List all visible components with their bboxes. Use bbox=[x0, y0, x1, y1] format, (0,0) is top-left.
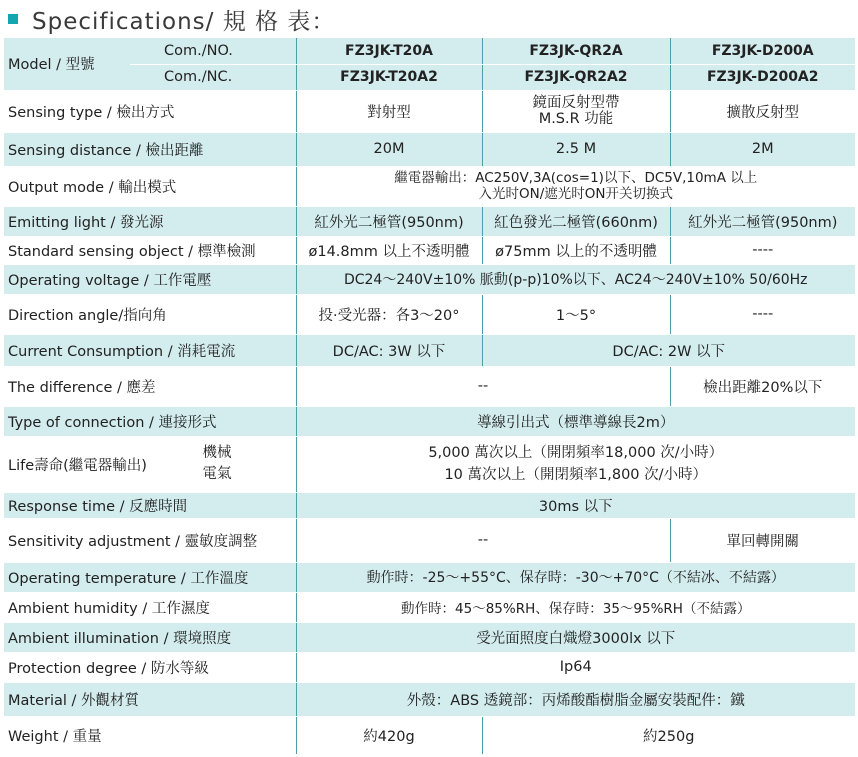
row-standard-object bbox=[4, 236, 855, 264]
row-label: Direction angle/指向角 bbox=[4, 294, 296, 334]
cell-value: 紅外光二極管(950nm) bbox=[296, 206, 482, 236]
row-label: Type of connection / 連接形式 bbox=[4, 406, 296, 436]
bullet-square-icon bbox=[8, 14, 18, 24]
model-1-no: FZ3JK-T20A bbox=[296, 38, 482, 64]
cell-value: ø14.8mm 以上不透明體 bbox=[296, 236, 482, 264]
row-connection bbox=[4, 406, 855, 436]
life-mech-label: 機械 bbox=[202, 445, 232, 461]
cell-value: 投·受光器：各3～20° bbox=[296, 294, 482, 334]
row-label bbox=[4, 436, 296, 492]
row-label: Ambient humidity / 工作濕度 bbox=[4, 592, 296, 622]
cell-value bbox=[482, 90, 670, 132]
cell-value-line: 鏡面反射型帶 bbox=[532, 95, 620, 111]
row-label: The difference / 應差 bbox=[4, 366, 296, 406]
row-label: Material / 外觀材質 bbox=[4, 682, 296, 716]
row-material bbox=[4, 682, 855, 716]
model-1-nc: FZ3JK-T20A2 bbox=[296, 64, 482, 90]
cell-value: 紅色發光二極管(660nm) bbox=[482, 206, 670, 236]
cell-value: DC/AC: 3W 以下 bbox=[296, 334, 482, 366]
cell-value: -- bbox=[296, 518, 670, 562]
row-ambient-illumination bbox=[4, 622, 855, 652]
cell-value: 擴散反射型 bbox=[670, 90, 855, 132]
cell-value: 動作時：45～85%RH、保存時：35～95%RH（不結露） bbox=[296, 592, 855, 622]
cell-value: 對射型 bbox=[296, 90, 482, 132]
model-2-no: FZ3JK-QR2A bbox=[482, 38, 670, 64]
cell-value: ø75mm 以上的不透明體 bbox=[482, 236, 670, 264]
row-weight bbox=[4, 716, 855, 754]
row-emitting-light bbox=[4, 206, 855, 236]
row-sensing-distance bbox=[4, 132, 855, 166]
life-label: Life壽命(繼電器輸出) bbox=[8, 457, 147, 474]
com-nc-label: Com./NC. bbox=[130, 64, 296, 90]
row-operating-voltage bbox=[4, 264, 855, 294]
cell-value: DC/AC: 2W 以下 bbox=[482, 334, 855, 366]
spec-table bbox=[4, 38, 855, 755]
cell-value: DC24～240V±10% 脈動(p-p)10%以下、AC24～240V±10% 50/60Hz bbox=[296, 264, 855, 294]
row-label: Current Consumption / 消耗電流 bbox=[4, 334, 296, 366]
cell-value: 檢出距離20%以下 bbox=[670, 366, 855, 406]
row-label: Sensing type / 檢出方式 bbox=[4, 90, 296, 132]
cell-value: 約420g bbox=[296, 716, 482, 754]
header-row-no bbox=[4, 38, 855, 64]
row-output-mode bbox=[4, 166, 855, 206]
row-label: Emitting light / 發光源 bbox=[4, 206, 296, 236]
cell-value-line: 入光时ON/遮光时ON开关切换式 bbox=[478, 186, 673, 202]
life-elec-value: 10 萬次以上（開閉頻率1,800 次/小時） bbox=[444, 467, 708, 483]
row-ambient-humidity bbox=[4, 592, 855, 622]
row-label: Sensitivity adjustment / 靈敏度調整 bbox=[4, 518, 296, 562]
model-label: Model / 型號 bbox=[4, 38, 130, 90]
cell-value-line: M.S.R 功能 bbox=[538, 111, 614, 127]
cell-value: ---- bbox=[670, 294, 855, 334]
row-sensing-type bbox=[4, 90, 855, 132]
cell-value: ---- bbox=[670, 236, 855, 264]
row-sensitivity bbox=[4, 518, 855, 562]
cell-value: 動作時：-25～+55°C、保存時：-30～+70°C（不結冰、不結露） bbox=[296, 562, 855, 592]
row-label: Output mode / 輸出模式 bbox=[4, 166, 296, 206]
section-title: Specifications/ 規 格 表： bbox=[32, 8, 336, 35]
row-difference bbox=[4, 366, 855, 406]
row-label: Operating temperature / 工作溫度 bbox=[4, 562, 296, 592]
cell-value: 30ms 以下 bbox=[296, 492, 855, 518]
model-2-nc: FZ3JK-QR2A2 bbox=[482, 64, 670, 90]
row-label: Weight / 重量 bbox=[4, 716, 296, 754]
row-label: Operating voltage / 工作電壓 bbox=[4, 264, 296, 294]
cell-value: 2M bbox=[670, 132, 855, 166]
life-mech-value: 5,000 萬次以上（開閉頻率18,000 次/小時） bbox=[428, 445, 724, 461]
row-label: Sensing distance / 檢出距離 bbox=[4, 132, 296, 166]
row-operating-temp bbox=[4, 562, 855, 592]
model-3-nc: FZ3JK-D200A2 bbox=[670, 64, 855, 90]
cell-value: 受光面照度白熾燈3000lx 以下 bbox=[296, 622, 855, 652]
section-title-wrap bbox=[6, 4, 335, 34]
cell-value: 單回轉開關 bbox=[670, 518, 855, 562]
cell-value: 導線引出式（標準導線長2m） bbox=[296, 406, 855, 436]
row-direction-angle bbox=[4, 294, 855, 334]
row-protection bbox=[4, 652, 855, 682]
cell-value-line: 繼電器輸出：AC250V,3A(cos=1)以下、DC5V,10mA 以上 bbox=[394, 170, 758, 186]
model-3-no: FZ3JK-D200A bbox=[670, 38, 855, 64]
cell-value: 紅外光二極管(950nm) bbox=[670, 206, 855, 236]
row-label: Protection degree / 防水等級 bbox=[4, 652, 296, 682]
row-label: Standard sensing object / 標準檢測 bbox=[4, 236, 296, 264]
cell-value: Ip64 bbox=[296, 652, 855, 682]
life-label-wrap bbox=[8, 443, 292, 485]
row-label: Ambient illumination / 環境照度 bbox=[4, 622, 296, 652]
cell-value bbox=[296, 166, 855, 206]
header-row-nc bbox=[4, 64, 855, 90]
row-current-consumption bbox=[4, 334, 855, 366]
cell-value bbox=[296, 436, 855, 492]
cell-value: -- bbox=[296, 366, 670, 406]
life-elec-label: 電氣 bbox=[202, 466, 232, 482]
life-sub-labels bbox=[203, 443, 232, 485]
row-life bbox=[4, 436, 855, 492]
cell-value: 約250g bbox=[482, 716, 855, 754]
row-response-time bbox=[4, 492, 855, 518]
cell-value: 1～5° bbox=[482, 294, 670, 334]
cell-value: 2.5 M bbox=[482, 132, 670, 166]
cell-value: 外殼：ABS 透鏡部：丙烯酸酯樹脂金屬安裝配件：鐵 bbox=[296, 682, 855, 716]
cell-value: 20M bbox=[296, 132, 482, 166]
com-no-label: Com./NO. bbox=[130, 38, 296, 64]
row-label: Response time / 反應時間 bbox=[4, 492, 296, 518]
